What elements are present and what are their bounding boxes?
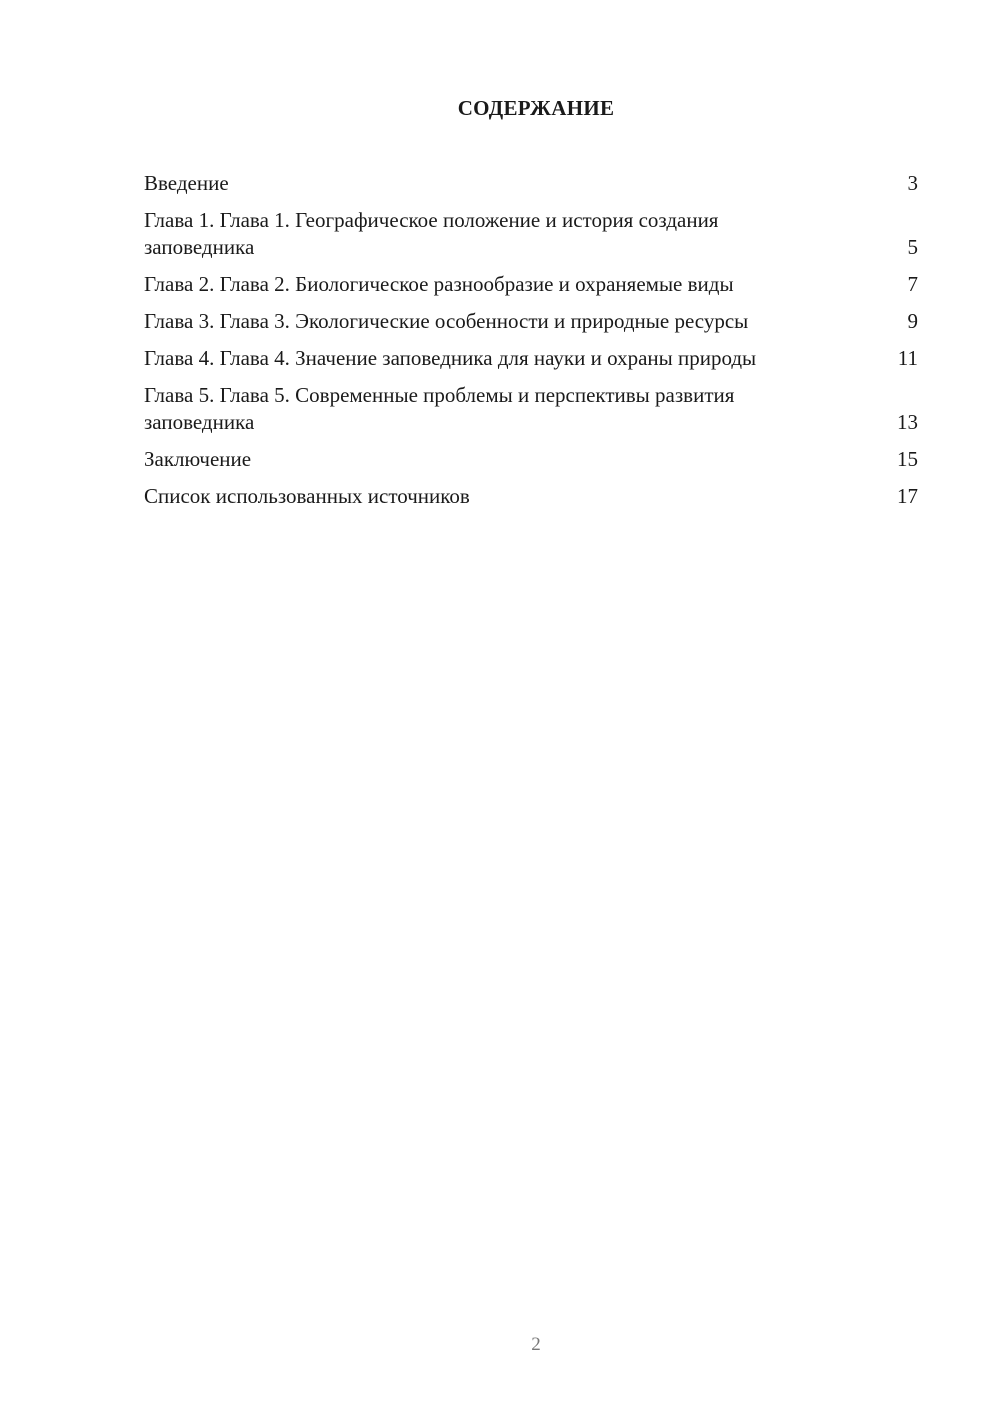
toc-entry-conclusion	[144, 446, 918, 473]
table-of-contents	[144, 170, 918, 520]
toc-entry-text: Список использованных источников	[144, 484, 470, 508]
toc-entry-page: 15	[897, 447, 918, 471]
toc-entry-page: 5	[907, 235, 918, 259]
toc-entry-chapter-4	[144, 345, 918, 372]
toc-entry-references	[144, 483, 918, 510]
toc-entry-page: 13	[897, 410, 918, 434]
toc-entry-chapter-3	[144, 308, 918, 335]
toc-entry-page: 3	[907, 171, 918, 195]
toc-entry-introduction	[144, 170, 918, 197]
toc-entry-chapter-1	[144, 207, 918, 261]
toc-entry-text: Глава 2. Глава 2. Биологическое разнообразие и охраняемые виды	[144, 272, 734, 296]
toc-entry-text: Введение	[144, 171, 229, 195]
toc-entry-text: Глава 3. Глава 3. Экологические особенности и природные ресурсы	[144, 309, 749, 333]
toc-entry-page: 9	[907, 309, 918, 333]
page-number: 2	[531, 1334, 541, 1355]
toc-entry-page: 7	[907, 272, 918, 296]
toc-entry-text: Глава 1. Глава 1. Географическое положение и история создания заповедника	[144, 208, 719, 259]
toc-entry-chapter-5	[144, 382, 918, 436]
toc-entry-page: 17	[897, 484, 918, 508]
toc-entry-chapter-2	[144, 271, 918, 298]
toc-entry-text: Заключение	[144, 447, 252, 471]
toc-entry-text: Глава 4. Глава 4. Значение заповедника для науки и охраны природы	[144, 346, 757, 370]
toc-entry-page: 11	[897, 346, 918, 370]
toc-entry-text: Глава 5. Глава 5. Современные проблемы и перспективы развития заповедника	[144, 383, 735, 434]
toc-title: СОДЕРЖАНИЕ	[457, 96, 615, 120]
